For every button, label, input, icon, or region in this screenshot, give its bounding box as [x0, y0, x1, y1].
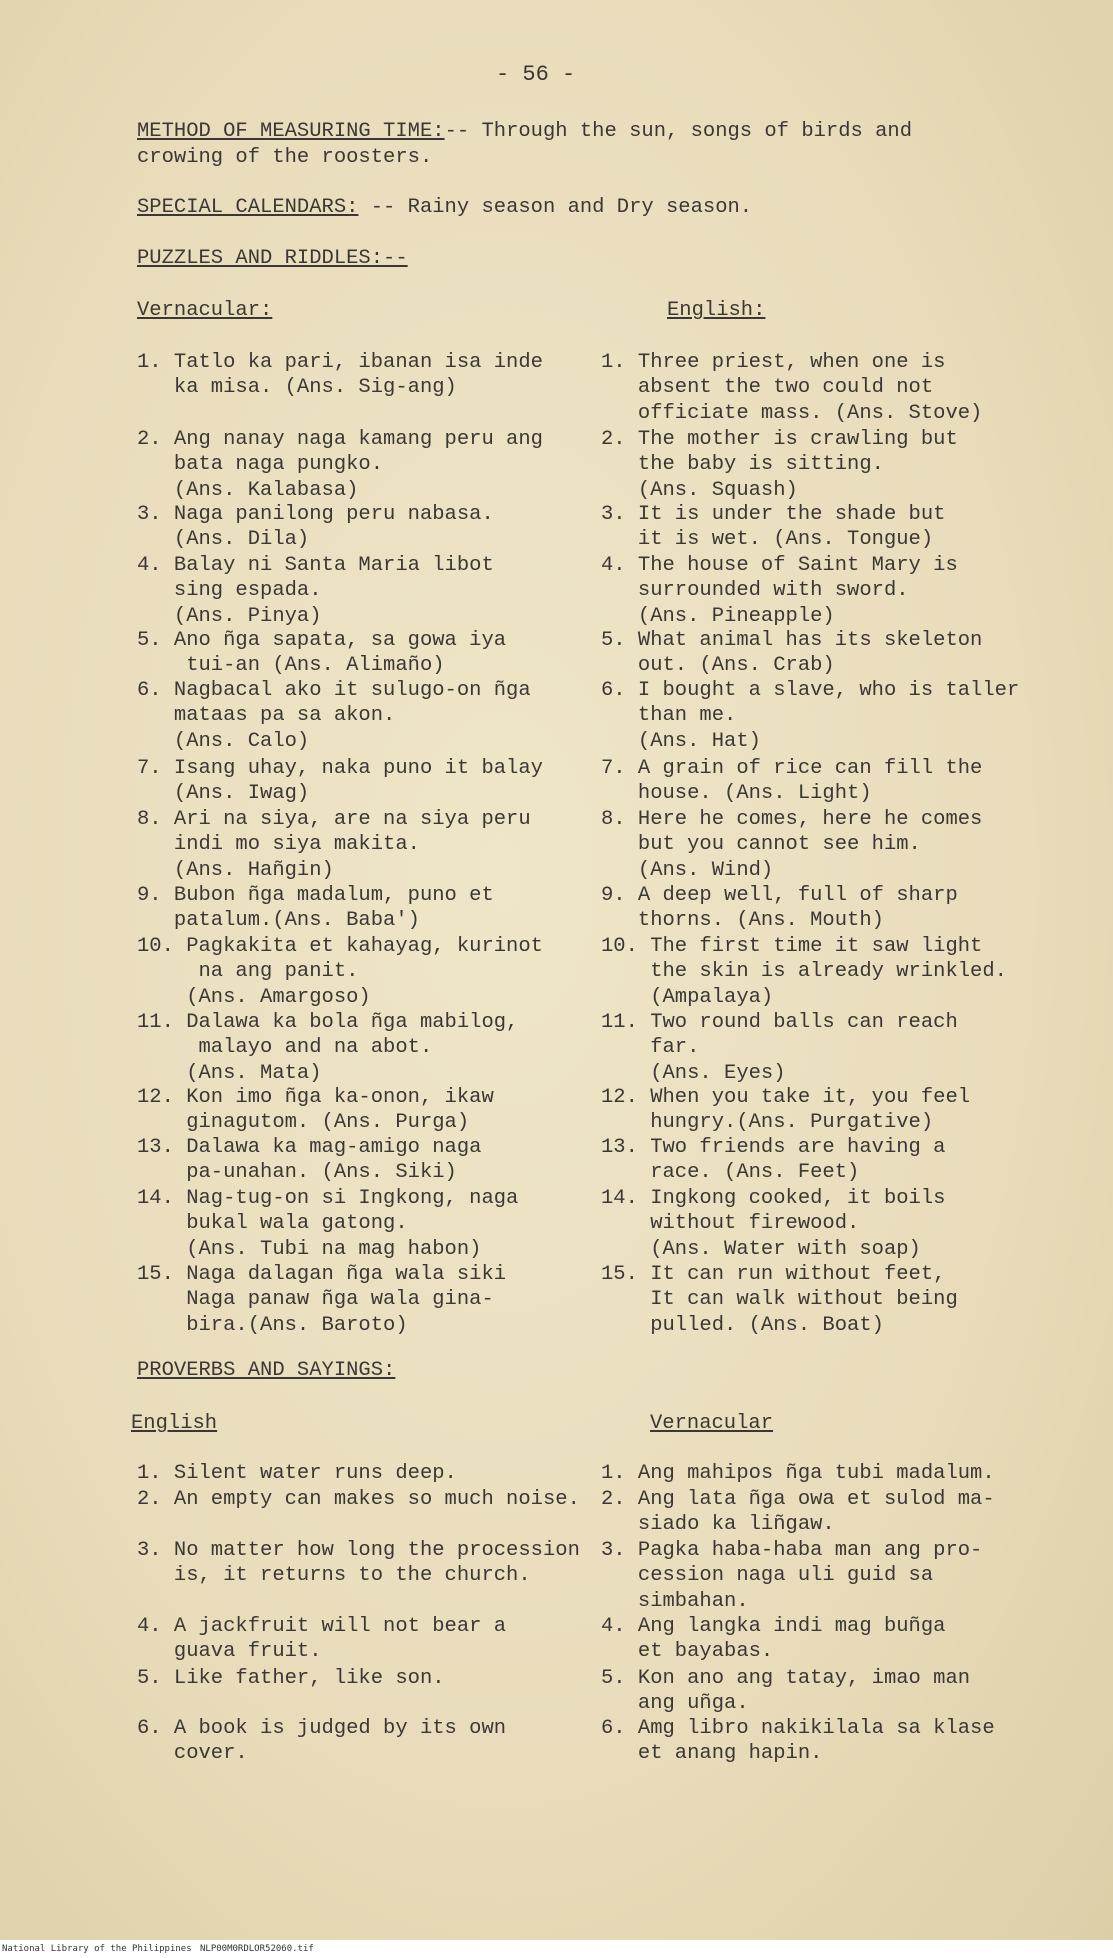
riddle-english-10-line: (Ampalaya): [601, 985, 774, 1009]
riddle-english-11-line: (Ans. Eyes): [601, 1061, 786, 1085]
riddle-english-7-line: 7. A grain of rice can fill the: [601, 757, 983, 780]
riddle-english-13-line: race. (Ans. Feet): [601, 1161, 860, 1185]
riddle-english-10-line: 10. The first time it saw light: [601, 935, 983, 958]
riddle-english-2: [601, 427, 958, 503]
riddle-english-1-line: officiate mass. (Ans. Stove): [601, 401, 983, 425]
proverb-vernacular-6-line: et anang hapin.: [601, 1742, 823, 1766]
riddle-vernacular-11-line: 11. Dalawa ka bola ñga mabilog,: [137, 1011, 519, 1034]
riddle-vernacular-13: [137, 1135, 481, 1186]
special-calendars: [137, 195, 752, 220]
footer-file-name: NLP00M0RDLOR52060.tif: [200, 1944, 314, 1954]
method-label: METHOD OF MEASURING TIME:: [137, 120, 445, 143]
riddle-english-10-line: the skin is already wrinkled.: [601, 960, 1007, 984]
riddles-vernacular-header: Vernacular:: [137, 299, 273, 322]
riddle-english-15-line: It can walk without being: [601, 1288, 958, 1312]
riddle-vernacular-7: [137, 756, 543, 807]
riddle-english-10: [601, 934, 1007, 1010]
riddle-english-2-line: (Ans. Squash): [601, 478, 798, 502]
riddle-english-5-line: out. (Ans. Crab): [601, 654, 835, 678]
riddle-english-4-line: 4. The house of Saint Mary is: [601, 554, 958, 577]
method-text-line-1: -- Through the sun, songs of birds and: [444, 120, 913, 143]
riddle-vernacular-6: [137, 678, 531, 754]
riddle-english-14-line: (Ans. Water with soap): [601, 1237, 921, 1261]
riddle-vernacular-5-line: tui-an (Ans. Alimaño): [137, 654, 445, 678]
riddle-english-4-line: (Ans. Pineapple): [601, 604, 835, 628]
riddle-english-7: [601, 756, 982, 807]
riddle-english-1-line: absent the two could not: [601, 376, 934, 400]
riddle-vernacular-14-line: bukal wala gatong.: [137, 1212, 408, 1236]
riddle-english-5: [601, 628, 982, 679]
riddle-vernacular-2: [137, 427, 543, 503]
riddle-english-1: [601, 350, 982, 426]
riddle-vernacular-15-line: 15. Naga dalagan ñga wala siki: [137, 1263, 507, 1286]
riddle-english-13-line: 13. Two friends are having a: [601, 1136, 946, 1159]
riddle-vernacular-3: [137, 502, 494, 553]
riddle-vernacular-6-line: 6. Nagbacal ako it sulugo-on ñga: [137, 679, 531, 702]
proverb-english-4-line: 4. A jackfruit will not bear a: [137, 1615, 507, 1638]
proverb-vernacular-4-line: et bayabas.: [601, 1640, 774, 1664]
proverb-vernacular-3-line: cession naga uli guid sa: [601, 1564, 934, 1588]
riddle-vernacular-10: [137, 934, 543, 1010]
riddle-english-8-line: 8. Here he comes, here he comes: [601, 808, 983, 831]
proverb-vernacular-2-line: 2. Ang lata ñga owa et sulod ma-: [601, 1488, 995, 1511]
proverb-vernacular-5: [601, 1666, 970, 1717]
proverb-vernacular-5-line: 5. Kon ano ang tatay, imao man: [601, 1667, 971, 1690]
riddle-vernacular-8-line: (Ans. Hañgin): [137, 858, 334, 882]
proverb-english-3: [137, 1538, 580, 1589]
proverbs-english-header: English: [131, 1412, 218, 1435]
calendars-label: SPECIAL CALENDARS:: [137, 196, 359, 219]
riddle-vernacular-12-line: 12. Kon imo ñga ka-onon, ikaw: [137, 1086, 494, 1109]
riddle-english-14-line: without firewood.: [601, 1212, 860, 1236]
proverb-english-2-line: 2. An empty can makes so much noise.: [137, 1488, 580, 1511]
riddle-vernacular-5: [137, 628, 506, 679]
riddle-vernacular-14-line: (Ans. Tubi na mag habon): [137, 1237, 482, 1261]
riddle-english-6-line: (Ans. Hat): [601, 729, 761, 753]
riddle-vernacular-9-line: 9. Bubon ñga madalum, puno et: [137, 884, 494, 907]
proverb-vernacular-2-line: siado ka liñgaw.: [601, 1513, 835, 1537]
proverbs-heading: PROVERBS AND SAYINGS:: [137, 1359, 396, 1382]
riddle-english-8: [601, 807, 982, 883]
riddle-english-3-line: it is wet. (Ans. Tongue): [601, 528, 934, 552]
proverb-vernacular-6-line: 6. Amg libro nakikilala sa klase: [601, 1717, 995, 1740]
riddle-english-14-line: 14. Ingkong cooked, it boils: [601, 1187, 946, 1210]
riddle-vernacular-11-line: malayo and na abot.: [137, 1036, 433, 1060]
riddle-vernacular-2-line: bata naga pungko.: [137, 453, 384, 477]
riddle-english-9-line: thorns. (Ans. Mouth): [601, 909, 884, 933]
proverb-english-4: [137, 1614, 506, 1665]
riddle-vernacular-12-line: ginagutom. (Ans. Purga): [137, 1111, 470, 1135]
riddle-english-2-line: the baby is sitting.: [601, 453, 884, 477]
riddle-vernacular-10-line: (Ans. Amargoso): [137, 985, 371, 1009]
proverb-vernacular-3-line: 3. Pagka haba-haba man ang pro-: [601, 1539, 983, 1562]
riddle-english-2-line: 2. The mother is crawling but: [601, 428, 958, 451]
riddle-vernacular-11: [137, 1010, 518, 1086]
riddle-english-8-line: (Ans. Wind): [601, 858, 774, 882]
riddle-vernacular-2-line: 2. Ang nanay naga kamang peru ang: [137, 428, 543, 451]
proverb-english-3-line: is, it returns to the church.: [137, 1564, 531, 1588]
riddle-english-9-line: 9. A deep well, full of sharp: [601, 884, 958, 907]
proverb-vernacular-6: [601, 1716, 995, 1767]
puzzles-heading: PUZZLES AND RIDDLES:--: [137, 247, 408, 270]
riddle-english-12-line: 12. When you take it, you feel: [601, 1086, 971, 1109]
proverb-english-1: [137, 1461, 457, 1486]
riddle-english-15-line: pulled. (Ans. Boat): [601, 1313, 884, 1337]
proverb-english-1-line: 1. Silent water runs deep.: [137, 1462, 457, 1485]
proverb-vernacular-2: [601, 1487, 995, 1538]
riddle-english-9: [601, 883, 958, 934]
proverb-vernacular-1-line: 1. Ang mahipos ñga tubi madalum.: [601, 1462, 995, 1485]
calendars-text: -- Rainy season and Dry season.: [370, 196, 753, 219]
riddle-english-15: [601, 1262, 958, 1338]
riddle-english-6: [601, 678, 1019, 754]
riddle-vernacular-3-line: 3. Naga panilong peru nabasa.: [137, 503, 494, 526]
riddle-vernacular-15-line: bira.(Ans. Baroto): [137, 1313, 408, 1337]
proverb-vernacular-1: [601, 1461, 995, 1486]
riddle-vernacular-6-line: mataas pa sa akon.: [137, 704, 396, 728]
riddle-english-3: [601, 502, 945, 553]
riddle-english-11-line: 11. Two round balls can reach: [601, 1011, 958, 1034]
riddle-vernacular-13-line: 13. Dalawa ka mag-amigo naga: [137, 1136, 482, 1159]
riddle-english-1-line: 1. Three priest, when one is: [601, 351, 946, 374]
riddle-vernacular-1-line: ka misa. (Ans. Sig-ang): [137, 376, 457, 400]
proverb-english-2: [137, 1487, 580, 1512]
riddle-vernacular-15-line: Naga panaw ñga wala gina-: [137, 1288, 494, 1312]
riddle-english-6-line: 6. I bought a slave, who is taller: [601, 679, 1020, 702]
riddle-vernacular-4: [137, 553, 494, 629]
riddle-vernacular-1-line: 1. Tatlo ka pari, ibanan isa inde: [137, 351, 543, 374]
riddle-vernacular-8: [137, 807, 531, 883]
riddle-english-6-line: than me.: [601, 704, 737, 728]
proverb-english-6-line: cover.: [137, 1742, 248, 1766]
proverb-vernacular-4-line: 4. Ang langka indi mag buñga: [601, 1615, 946, 1638]
footer-library-name: National Library of the Philippines: [2, 1944, 192, 1954]
riddle-vernacular-2-line: (Ans. Kalabasa): [137, 478, 359, 502]
riddle-vernacular-9-line: patalum.(Ans. Baba'): [137, 909, 420, 933]
riddle-vernacular-12: [137, 1085, 494, 1136]
riddle-vernacular-7-line: (Ans. Iwag): [137, 782, 310, 806]
riddle-vernacular-6-line: (Ans. Calo): [137, 729, 310, 753]
riddle-english-13: [601, 1135, 945, 1186]
proverb-english-3-line: 3. No matter how long the procession: [137, 1539, 580, 1562]
method-of-measuring-time: [137, 119, 912, 144]
riddle-vernacular-10-line: 10. Pagkakita et kahayag, kurinot: [137, 935, 543, 958]
riddle-vernacular-14: [137, 1186, 518, 1262]
riddle-vernacular-14-line: 14. Nag-tug-on si Ingkong, naga: [137, 1187, 519, 1210]
riddle-english-14: [601, 1186, 945, 1262]
riddle-vernacular-8-line: indi mo siya makita.: [137, 833, 420, 857]
riddle-vernacular-8-line: 8. Ari na siya, are na siya peru: [137, 808, 531, 831]
riddle-vernacular-4-line: sing espada.: [137, 579, 322, 603]
riddle-vernacular-4-line: 4. Balay ni Santa Maria libot: [137, 554, 494, 577]
proverb-vernacular-3: [601, 1538, 982, 1614]
riddle-english-7-line: house. (Ans. Light): [601, 782, 872, 806]
riddle-vernacular-11-line: (Ans. Mata): [137, 1061, 322, 1085]
riddle-vernacular-15: [137, 1262, 506, 1338]
proverb-english-5: [137, 1666, 445, 1691]
riddle-english-4: [601, 553, 958, 629]
proverb-vernacular-4: [601, 1614, 945, 1665]
scan-footer: [0, 1940, 1113, 1958]
riddle-english-5-line: 5. What animal has its skeleton: [601, 629, 983, 652]
riddle-vernacular-3-line: (Ans. Dila): [137, 528, 310, 552]
riddle-english-12: [601, 1085, 970, 1136]
proverb-english-4-line: guava fruit.: [137, 1640, 322, 1664]
riddle-english-15-line: 15. It can run without feet,: [601, 1263, 946, 1286]
method-text-line-2: crowing of the roosters.: [137, 146, 433, 169]
riddle-vernacular-10-line: na ang panit.: [137, 960, 359, 984]
proverb-vernacular-3-line: simbahan.: [601, 1589, 749, 1613]
page-number: - 56 -: [496, 62, 576, 87]
riddle-english-11-line: far.: [601, 1036, 700, 1060]
riddle-vernacular-7-line: 7. Isang uhay, naka puno it balay: [137, 757, 543, 780]
riddle-english-8-line: but you cannot see him.: [601, 833, 921, 857]
proverb-english-6-line: 6. A book is judged by its own: [137, 1717, 507, 1740]
riddle-english-3-line: 3. It is under the shade but: [601, 503, 946, 526]
proverb-vernacular-5-line: ang uñga.: [601, 1692, 749, 1716]
riddle-english-4-line: surrounded with sword.: [601, 579, 909, 603]
riddle-vernacular-13-line: pa-unahan. (Ans. Siki): [137, 1161, 457, 1185]
riddle-vernacular-5-line: 5. Ano ñga sapata, sa gowa iya: [137, 629, 507, 652]
riddles-english-header: English:: [667, 299, 766, 322]
proverb-english-5-line: 5. Like father, like son.: [137, 1667, 445, 1690]
riddle-vernacular-9: [137, 883, 494, 934]
riddle-vernacular-1: [137, 350, 543, 401]
proverbs-vernacular-header: Vernacular: [650, 1412, 774, 1435]
riddle-english-11: [601, 1010, 958, 1086]
proverb-english-6: [137, 1716, 506, 1767]
riddle-vernacular-4-line: (Ans. Pinya): [137, 604, 322, 628]
riddle-english-12-line: hungry.(Ans. Purgative): [601, 1111, 934, 1135]
